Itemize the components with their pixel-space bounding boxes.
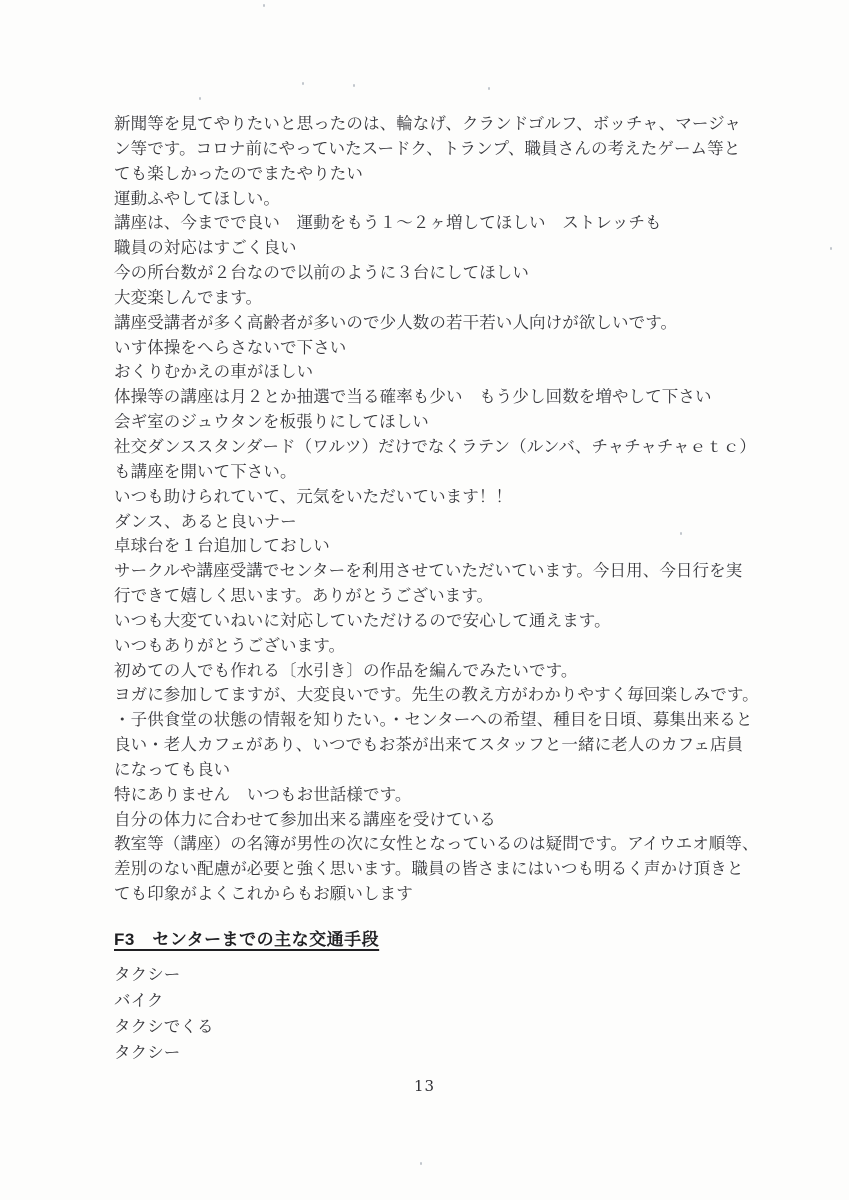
transport-line: タクシでくる [114, 1016, 214, 1036]
response-line: 講座受講者が多く高齢者が多いので少人数の若干若い人向けが欲しいです。 [114, 312, 678, 332]
response-line: サークルや講座受講でセンターを利用させていただいています。今日用、今日行を実 [114, 561, 743, 581]
transport-line: タクシー [114, 1042, 181, 1062]
response-line: 体操等の講座は月２とか抽選で当る確率も少い もう少し回数を増やして下さい [114, 387, 712, 407]
section-f3-transport-list [114, 962, 764, 1066]
response-line: ダンス、あると良いナー [114, 511, 297, 531]
response-line: いす体操をへらさないで下さい [114, 337, 347, 357]
response-line: 新聞等を見てやりたいと思ったのは、輪なげ、クランドゴルフ、ボッチャ、マージャ [114, 114, 742, 133]
scan-speck [488, 87, 490, 90]
response-line: おくりむかえの車がほしい [114, 362, 314, 382]
response-line: ても楽しかったのでまたやりたい [114, 163, 363, 183]
response-line: ヨガに参加してますが、大変良いです。先生の教え方がわかりやすく毎回楽しみです。 [114, 685, 759, 705]
transport-line: タクシー [114, 965, 181, 984]
section-f3-heading: F3 センターまでの主な交通手段 [114, 930, 380, 949]
response-line: 講座は、今までで良い 運動をもう１～２ヶ増してほしい ストレッチも [114, 213, 662, 233]
response-line: ても印象がよくこれからもお願いします [114, 884, 413, 904]
response-line: になっても良い [114, 759, 231, 779]
survey-responses-block [114, 112, 764, 907]
response-line: 差別のない配慮が必要と強く思います。職員の皆さまにはいつも明るく声かけ頂きと [114, 859, 744, 879]
response-line: も講座を開いて下さい。 [114, 461, 297, 481]
transport-line: バイク [114, 990, 164, 1010]
scan-speck [199, 97, 201, 100]
response-line: 会ギ室のジュウタンを板張りにしてほしい [114, 412, 429, 432]
response-line: ン等です。コロナ前にやっていたスードク、トランプ、職員さんの考えたゲーム等と [114, 138, 741, 158]
response-line: 大変楽しんでます。 [114, 287, 263, 307]
response-line: ・子供食堂の状態の情報を知りたい。・センターへの希望、種目を日頃、募集出来ると [114, 710, 753, 730]
section-f3 [114, 925, 764, 1066]
response-line: 今の所台数が２台なので以前のように３台にしてほしい [114, 263, 529, 283]
scan-speck [830, 247, 832, 250]
response-line: 社交ダンススタンダード（ワルツ）だけでなくラテン（ルンバ、チャチャチャｅｔｃ） [114, 436, 757, 456]
scan-speck [263, 4, 265, 7]
scan-speck [302, 82, 304, 85]
response-line: 特にありません いつもお世話様です。 [114, 784, 412, 804]
response-line: 運動ふやしてほしい。 [114, 188, 280, 208]
response-line: 初めての人でも作れる〔水引き〕の作品を編んでみたいです。 [114, 660, 578, 680]
response-line: 教室等（講座）の名簿が男性の次に女性となっているのは疑問です。アイウエオ順等、 [114, 834, 759, 854]
scan-speck [353, 84, 355, 87]
scan-speck [420, 1162, 422, 1165]
response-line: 卓球台を１台追加しておしい [114, 536, 330, 556]
response-line: いつも助けられていて、元気をいただいています！！ [114, 486, 513, 506]
response-line: 職員の対応はすごく良い [114, 238, 297, 258]
page-number: 13 [413, 1077, 436, 1095]
response-line: 行できて嬉しく思います。ありがとうございます。 [114, 586, 494, 606]
scan-speck [680, 532, 682, 535]
response-line: いつもありがとうございます。 [114, 635, 346, 655]
response-line: 良い・老人カフェがあり、いつでもお茶が出来てスタッフと一緒に老人のカフェ店員 [114, 735, 744, 755]
response-line: いつも大変ていねいに対応していただけるので安心して通えます。 [114, 610, 611, 630]
response-line: 自分の体力に合わせて参加出来る講座を受けている [114, 809, 496, 829]
